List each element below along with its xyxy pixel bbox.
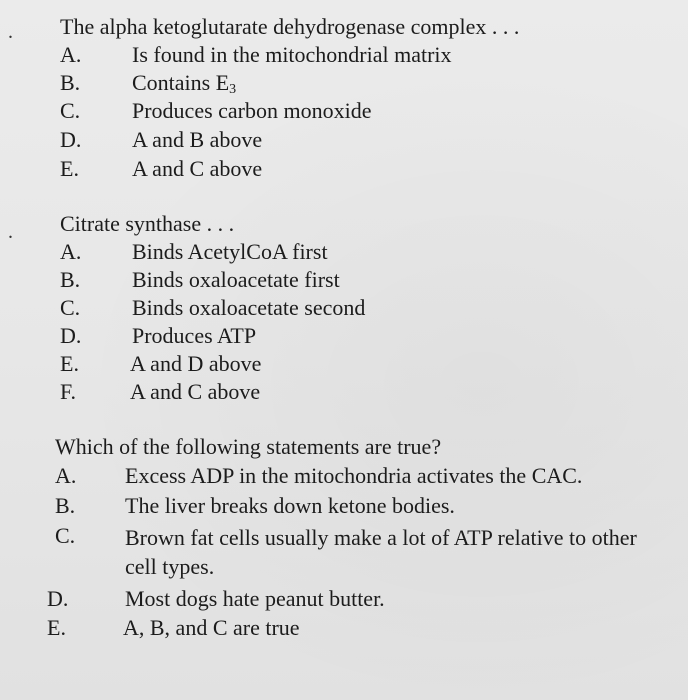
question-2-stem: Citrate synthase . . . <box>60 211 235 236</box>
option-text: The liver breaks down ketone bodies. <box>125 493 455 518</box>
option-text: A and D above <box>130 351 262 376</box>
option-text: Brown fat cells usually make a lot of ATP relative to other cell types. <box>125 525 637 579</box>
subscript: 3 <box>229 82 237 97</box>
option-text: A, B, and C are true <box>123 615 300 640</box>
question-1-stem: The alpha ketoglutarate dehydrogenase complex . . . <box>60 14 520 39</box>
option-letter: E. <box>47 615 66 640</box>
option-letter: D. <box>60 127 82 152</box>
option-text: Produces carbon monoxide <box>132 98 372 123</box>
option-letter: A. <box>60 42 82 67</box>
question-1-bullet: . <box>8 21 13 43</box>
option-text: A and C above <box>132 156 263 181</box>
option-text: Most dogs hate peanut butter. <box>125 586 385 611</box>
option-text: A and C above <box>130 379 261 404</box>
option-text: Binds AcetylCoA first <box>132 239 328 264</box>
option-letter: A. <box>55 463 77 488</box>
option-letter: C. <box>55 523 76 548</box>
option-letter: C. <box>60 98 81 123</box>
option-letter: F. <box>60 379 76 404</box>
option-letter: B. <box>60 267 81 292</box>
option-letter: E. <box>60 351 79 376</box>
option-text: Contains E <box>132 70 230 95</box>
option-letter: A. <box>60 239 82 264</box>
option-letter: B. <box>60 70 81 95</box>
option-text: Produces ATP <box>132 323 257 348</box>
option-letter: D. <box>60 323 82 348</box>
option-text: Binds oxaloacetate second <box>132 295 366 320</box>
option-letter: E. <box>60 156 79 181</box>
option-letter: B. <box>55 493 76 518</box>
option-letter: C. <box>60 295 81 320</box>
question-2-bullet: . <box>8 221 13 243</box>
option-text: Is found in the mitochondrial matrix <box>132 42 452 67</box>
question-3-stem: Which of the following statements are true? <box>55 434 442 459</box>
option-letter: D. <box>47 586 69 611</box>
option-text: Binds oxaloacetate first <box>132 267 340 292</box>
option-text-with-subscript <box>132 70 236 96</box>
option-text: Excess ADP in the mitochondria activates the CAC. <box>125 463 583 488</box>
option-text: A and B above <box>132 127 263 152</box>
